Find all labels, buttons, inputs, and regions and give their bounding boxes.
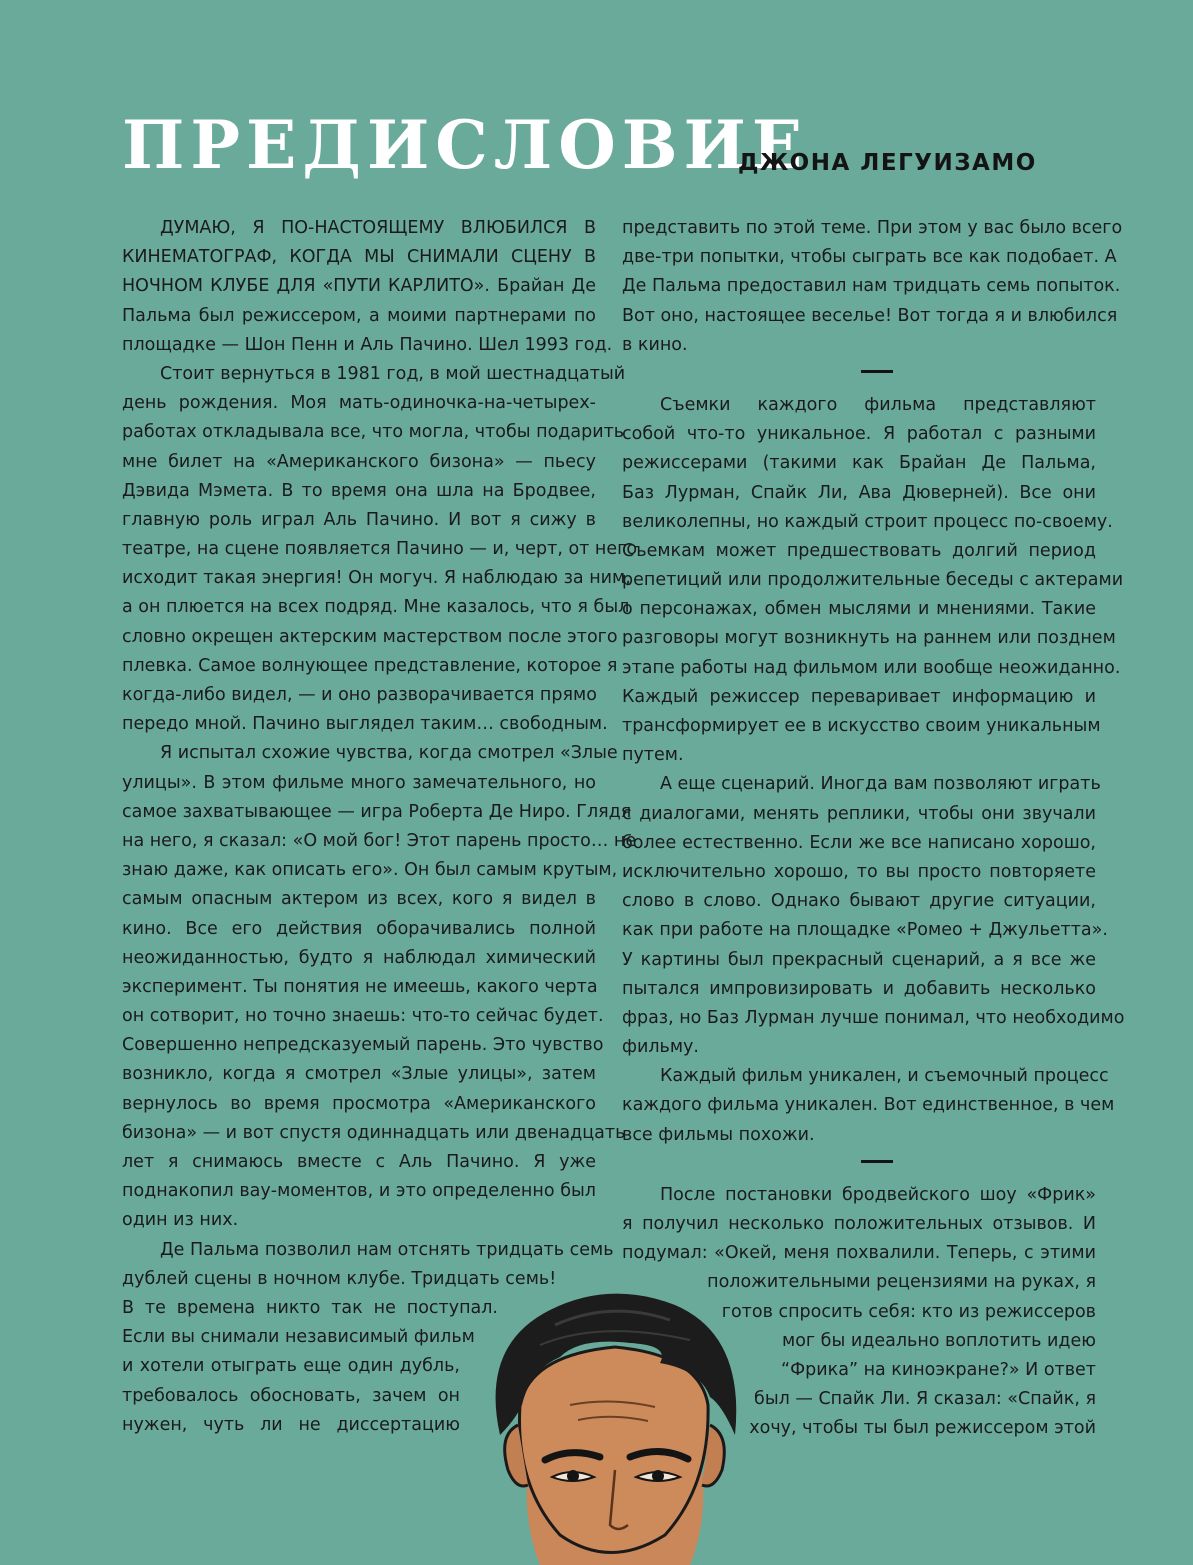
text-line: Каждый режиссер переваривает информацию и (622, 686, 1096, 707)
text-line: с диалогами, менять реплики, чтобы они звучали (622, 803, 1096, 824)
text-line: более естественно. Если же все написано хорошо, (622, 832, 1096, 853)
text-line: работах откладывала все, что могла, чтобы подарить (122, 422, 625, 443)
text-line: В те времена никто так не поступал. (122, 1297, 498, 1318)
page-title: ПРЕДИСЛОВИЕ (122, 106, 809, 184)
text-line: режиссерами (такими как Брайан Де Пальма, (622, 453, 1096, 474)
text-line: Баз Лурман, Спайк Ли, Ава Дюверней). Все они (622, 482, 1096, 503)
text-line: хочу, чтобы ты был режиссером этой (749, 1418, 1096, 1439)
text-line: У картины был прекрасный сценарий, а я все же (622, 949, 1096, 970)
text-line: как при работе на площадке «Ромео + Джульетта». (622, 920, 1108, 941)
text-line: вернулось во время просмотра «Американского (122, 1093, 596, 1114)
text-line: требовалось обосновать, зачем он (122, 1385, 460, 1406)
text-line: мне билет на «Американского бизона» — пьесу (122, 451, 596, 472)
text-line: все фильмы похожи. (622, 1124, 815, 1145)
text-line: пытался импровизировать и добавить несколько (622, 978, 1096, 999)
text-line: словно окрещен актерским мастерством после этого (122, 626, 618, 647)
portrait-illustration (460, 1285, 760, 1565)
text-line: Совершенно непредсказуемый парень. Это чувство (122, 1035, 604, 1056)
text-line: плевка. Самое волнующее представление, которое я (122, 655, 618, 676)
text-line: возникло, когда я смотрел «Злые улицы», затем (122, 1064, 596, 1085)
text-line: готов спросить себя: кто из режиссеров (721, 1301, 1096, 1322)
text-line: мог бы идеально воплотить идею (782, 1330, 1096, 1351)
text-line: Я испытал схожие чувства, когда смотрел «Злые (160, 743, 618, 764)
text-line: ДУМАЮ, Я ПО-НАСТОЯЩЕМУ ВЛЮБИЛСЯ В (160, 218, 596, 238)
text-line: Каждый фильм уникален, и съемочный процесс (660, 1066, 1109, 1087)
text-line: лет я снимаюсь вместе с Аль Пачино. Я уже (122, 1152, 596, 1172)
text-line: этапе работы над фильмом или вообще неожиданно. (622, 657, 1121, 678)
text-line: две-три попытки, чтобы сыграть все как подобает. А (622, 247, 1117, 268)
text-line: и хотели отыграть еще один дубль, (122, 1356, 460, 1377)
text-line: А еще сценарий. Иногда вам позволяют играть (660, 774, 1101, 795)
text-line: исключительно хорошо, то вы просто повторяете (622, 861, 1096, 882)
text-line: Съемки каждого фильма представляют (660, 394, 1096, 415)
text-line: Вот оно, настоящее веселье! Вот тогда я и влюбился (622, 305, 1118, 326)
text-line: КИНЕМАТОГРАФ, КОГДА МЫ СНИМАЛИ СЦЕНУ В (122, 247, 596, 268)
text-line: каждого фильма уникален. Вот единственное, в чем (622, 1095, 1115, 1116)
author-name: ДЖОНА ЛЕГУИЗАМО (738, 150, 1037, 176)
text-line: исходит такая энергия! Он могуч. Я наблюдаю за ним, (122, 568, 631, 589)
text-line: улицы». В этом фильме много замечательного, но (122, 772, 596, 793)
text-line: эксперимент. Ты понятия не имеешь, какого черта (122, 976, 598, 997)
section-divider (861, 370, 893, 373)
text-line: театре, на сцене появляется Пачино — и, черт, от него (122, 539, 638, 560)
text-line: фраз, но Баз Лурман лучше понимал, что необходимо (622, 1007, 1125, 1028)
right-column (622, 214, 1125, 1444)
text-line: поднакопил вау-моментов, и это определенно был (122, 1181, 596, 1202)
text-line: Стоит вернуться в 1981 год, в мой шестнадцатый (160, 363, 626, 384)
text-line: Де Пальма позволил нам отснять тридцать семь (160, 1239, 614, 1260)
text-line: когда-либо видел, — и оно разворачивается прямо (122, 685, 597, 705)
text-line: Де Пальма предоставил нам тридцать семь попыток. (622, 276, 1121, 297)
text-line: самое захватывающее — игра Роберта Де Ниро. Глядя (122, 801, 632, 822)
text-line: самым опасным актером из всех, кого я видел в (122, 889, 596, 910)
text-line: слово в слово. Однако бывают другие ситуации, (622, 891, 1096, 912)
text-line: НОЧНОМ КЛУБЕ ДЛЯ «ПУТИ КАРЛИТО». Брайан Де (122, 276, 596, 297)
text-line: Если вы снимали независимый фильм (122, 1327, 475, 1348)
text-line: на него, я сказал: «О мой бог! Этот парень просто… не (122, 830, 637, 851)
text-line: был — Спайк Ли. Я сказал: «Спайк, я (754, 1389, 1096, 1410)
text-line: главную роль играл Аль Пачино. И вот я сижу в (122, 509, 596, 530)
text-line: репетиций или продолжительные беседы с актерами (622, 570, 1124, 591)
text-line: подумал: «Окей, меня похвалили. Теперь, с этими (622, 1243, 1096, 1264)
text-line: в кино. (622, 334, 688, 355)
text-line: кино. Все его действия оборачивались полной (122, 918, 596, 939)
text-line: передо мной. Пачино выглядел таким… свободным. (122, 714, 608, 735)
text-line: а он плюется на всех подряд. Мне казалось, что я был (122, 597, 630, 618)
text-line: площадке — Шон Пенн и Аль Пачино. Шел 1993 год. (122, 334, 613, 355)
text-line: дублей сцены в ночном клубе. Тридцать семь! (122, 1268, 557, 1289)
text-line: бизона» — и вот спустя одиннадцать или двенадцать (122, 1122, 626, 1143)
text-line: трансформирует ее в искусство своим уникальным (622, 716, 1101, 736)
text-line: представить по этой теме. При этом у вас было всего (622, 218, 1123, 238)
text-line: знаю даже, как описать его». Он был самым крутым, (122, 860, 618, 881)
right-column-middle (622, 391, 1125, 1150)
text-line: о персонажах, обмен мыслями и мнениями. Такие (622, 599, 1096, 620)
text-line: фильму. (622, 1037, 699, 1058)
text-line: собой что-то уникальное. Я работал с разными (622, 424, 1096, 445)
text-line: великолепны, но каждый строит процесс по-своему. (622, 511, 1113, 532)
text-line: нужен, чуть ли не диссертацию (122, 1414, 460, 1435)
right-column-top (622, 214, 1123, 360)
text-line: день рождения. Моя мать-одиночка-на-четырех- (122, 393, 596, 414)
section-divider (861, 1160, 893, 1163)
text-line: один из них. (122, 1210, 239, 1231)
text-line: Дэвида Мэмета. В то время она шла на Бродвее, (122, 480, 596, 501)
text-line: путем. (622, 745, 684, 766)
text-line: Пальма был режиссером, а моими партнерами по (122, 305, 596, 326)
text-line: “Фрика” на киноэкране?» И ответ (781, 1359, 1096, 1380)
text-line: разговоры могут возникнуть на раннем или позднем (622, 628, 1116, 649)
left-column (122, 214, 638, 1440)
text-line: положительными рецензиями на руках, я (707, 1272, 1096, 1293)
text-line: он сотворит, но точно знаешь: что-то сейчас будет. (122, 1006, 604, 1027)
text-line: После постановки бродвейского шоу «Фрик» (660, 1184, 1096, 1205)
text-line: Съемкам может предшествовать долгий период (622, 540, 1096, 561)
text-line: неожиданностью, будто я наблюдал химический (122, 947, 596, 968)
text-line: я получил несколько положительных отзывов. И (622, 1214, 1096, 1234)
